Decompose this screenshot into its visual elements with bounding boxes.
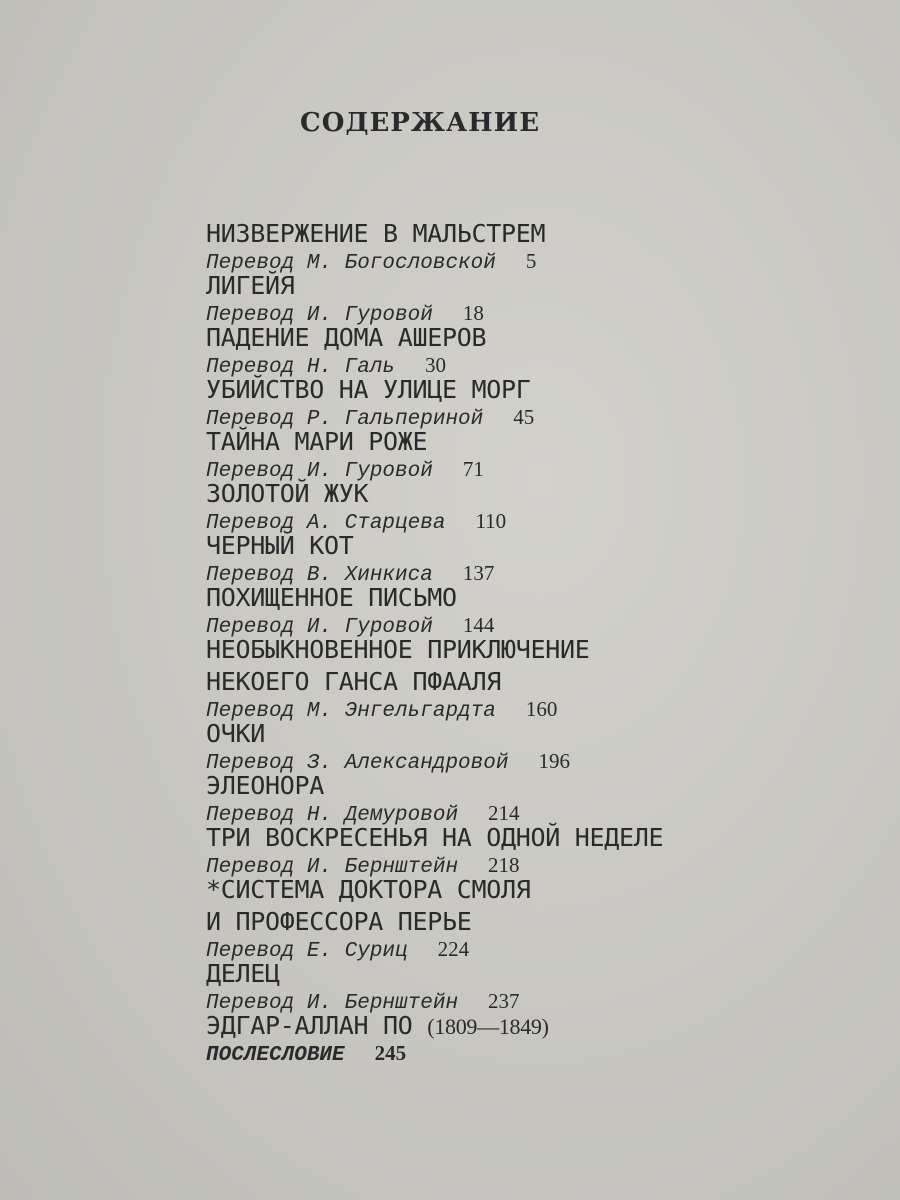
entry-title: ОЧКИ <box>206 719 266 748</box>
entry-credit <box>206 301 886 327</box>
page-number: 237 <box>488 989 520 1013</box>
page-number: 224 <box>437 937 470 961</box>
translator: Перевод И. Бернштейн <box>206 992 459 1015</box>
toc-entry <box>206 634 886 723</box>
entry-credit <box>206 937 886 963</box>
page-number: 18 <box>462 301 484 325</box>
translator: Перевод З. Александровой <box>206 752 509 775</box>
entry-title <box>206 1010 886 1042</box>
entry-credit <box>206 249 886 275</box>
page-number: 110 <box>475 509 507 533</box>
entry-title: ЧЕРНЫЙ КОТ <box>206 531 354 560</box>
entry-credit <box>206 853 886 879</box>
translator: Перевод Р. Гальпериной <box>206 408 484 431</box>
entry-credit <box>206 989 886 1015</box>
entry-credit <box>206 353 886 379</box>
table-of-contents <box>206 218 886 1067</box>
entry-title: *СИСТЕМА ДОКТОРА СМОЛЯ <box>206 875 531 904</box>
translator: Перевод М. Энгельгардта <box>206 700 496 723</box>
translator: Перевод В. Хинкиса <box>206 564 433 587</box>
entry-credit <box>206 561 886 587</box>
entry-credit <box>206 749 886 775</box>
afterword-label: ПОСЛЕСЛОВИЕ <box>206 1044 345 1067</box>
toc-entry <box>206 770 886 827</box>
entry-title: ПОХИЩЕННОЕ ПИСЬМО <box>206 583 457 612</box>
afterword-author: ЭДГАР-АЛЛАН ПО <box>206 1011 413 1040</box>
toc-entry <box>206 718 886 775</box>
translator: Перевод И. Гуровой <box>206 616 433 639</box>
page-number: 45 <box>513 405 535 429</box>
translator: Перевод И. Гуровой <box>206 460 433 483</box>
toc-entry <box>206 958 886 1015</box>
translator: Перевод Н. Демуровой <box>206 804 459 827</box>
page-number: 196 <box>538 749 570 773</box>
translator: Перевод М. Богословской <box>206 252 496 275</box>
toc-entry-afterword <box>206 1010 886 1067</box>
entry-title: ПАДЕНИЕ ДОМА АШЕРОВ <box>206 323 487 352</box>
toc-entry <box>206 218 886 275</box>
page-number: 30 <box>425 353 447 377</box>
entry-title: ДЕЛЕЦ <box>206 959 280 988</box>
entry-title: ЗОЛОТОЙ ЖУК <box>206 479 369 508</box>
toc-entry <box>206 582 886 639</box>
entry-title-continued: И ПРОФЕССОРА ПЕРЬЕ <box>206 907 472 936</box>
page-number: 5 <box>525 249 537 273</box>
toc-entry <box>206 374 886 431</box>
page-number: 245 <box>374 1041 407 1065</box>
entry-credit <box>206 697 886 723</box>
entry-title: ЭЛЕОНОРА <box>206 771 325 800</box>
page-number: 144 <box>462 613 495 637</box>
contents-heading: СОДЕРЖАНИЕ <box>300 108 541 138</box>
entry-title-continued: НЕКОЕГО ГАНСА ПФААЛЯ <box>206 667 502 696</box>
entry-credit <box>206 613 886 639</box>
page-number: 218 <box>488 853 520 877</box>
author-years: (1809—1849) <box>427 1014 549 1039</box>
translator: Перевод Е. Суриц <box>206 940 408 963</box>
page-number: 214 <box>488 801 520 825</box>
toc-entry <box>206 822 886 879</box>
translator: Перевод И. Гуровой <box>206 304 433 327</box>
toc-entry <box>206 426 886 483</box>
translator: Перевод А. Старцева <box>206 512 446 535</box>
entry-title: УБИЙСТВО НА УЛИЦЕ МОРГ <box>206 375 531 404</box>
entry-title: ТАЙНА МАРИ РОЖЕ <box>206 427 428 456</box>
entry-title: НИЗВЕРЖЕНИЕ В МАЛЬСТРЕМ <box>206 219 546 248</box>
translator: Перевод И. Бернштейн <box>206 856 459 879</box>
translator: Перевод Н. Галь <box>206 356 396 379</box>
page-number: 160 <box>525 697 558 721</box>
entry-credit <box>206 801 886 827</box>
entry-credit <box>206 405 886 431</box>
toc-entry <box>206 874 886 963</box>
page-number: 137 <box>462 561 495 585</box>
entry-credit <box>206 1041 886 1067</box>
entry-credit <box>206 457 886 483</box>
entry-title: НЕОБЫКНОВЕННОЕ ПРИКЛЮЧЕНИЕ <box>206 635 590 664</box>
page-number: 71 <box>462 457 484 481</box>
toc-entry <box>206 478 886 535</box>
entry-title: ТРИ ВОСКРЕСЕНЬЯ НА ОДНОЙ НЕДЕЛЕ <box>206 823 664 852</box>
entry-title: ЛИГЕЙЯ <box>206 271 295 300</box>
toc-entry <box>206 322 886 379</box>
toc-entry <box>206 530 886 587</box>
toc-entry <box>206 270 886 327</box>
entry-credit <box>206 509 886 535</box>
